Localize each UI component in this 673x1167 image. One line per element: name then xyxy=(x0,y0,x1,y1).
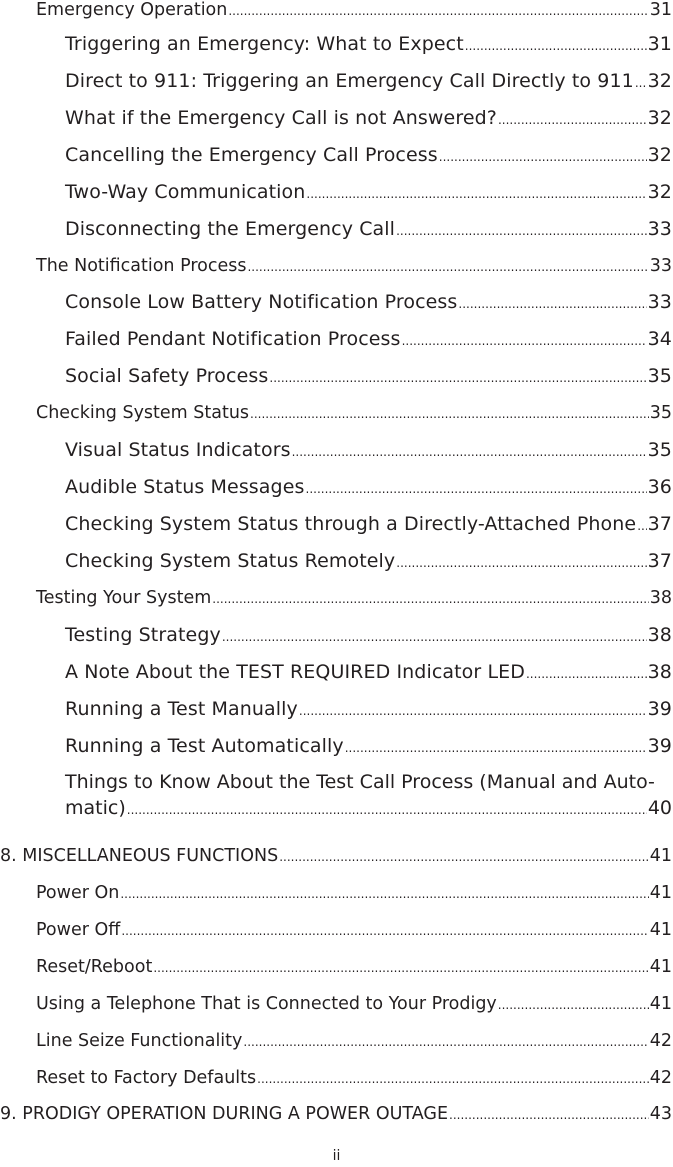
toc-entry[interactable] xyxy=(65,476,672,498)
toc-entry[interactable] xyxy=(65,70,672,92)
toc-leader-dots xyxy=(120,887,648,901)
toc-entry-title: Audible Status Messages xyxy=(65,476,305,498)
toc-entry[interactable] xyxy=(36,403,672,423)
toc-entry[interactable] xyxy=(36,1068,672,1088)
toc-entry-title: Two-Way Communication xyxy=(65,181,306,203)
toc-entry[interactable] xyxy=(65,144,672,166)
toc-entry[interactable] xyxy=(36,256,672,276)
toc-leader-dots xyxy=(127,803,647,817)
toc-leader-dots xyxy=(439,150,647,164)
toc-entry[interactable] xyxy=(65,33,672,55)
toc-leader-dots xyxy=(279,850,649,864)
toc-entry[interactable] xyxy=(65,698,672,720)
toc-leader-dots xyxy=(153,961,648,975)
toc-leader-dots xyxy=(498,113,647,127)
toc-entry-page: 41 xyxy=(649,994,672,1014)
toc-entry[interactable] xyxy=(65,550,672,572)
toc-entry[interactable] xyxy=(65,513,672,535)
toc-entry-page: 35 xyxy=(649,403,672,423)
toc-entry-title: Running a Test Manually xyxy=(65,698,298,720)
toc-entry-title: Testing Strategy xyxy=(65,624,221,646)
toc-entry-page: 33 xyxy=(649,256,672,276)
toc-leader-dots xyxy=(228,4,648,18)
toc-entry-title: 8. MISCELLANEOUS FUNCTIONS xyxy=(0,846,279,866)
toc-entry-title: Running a Test Automatically xyxy=(65,735,344,757)
toc-entry[interactable] xyxy=(65,365,672,387)
toc-entry-title: Cancelling the Emergency Call Process xyxy=(65,144,438,166)
toc-entry-page: 33 xyxy=(647,291,672,313)
toc-leader-dots xyxy=(402,334,647,348)
toc-entry-title: Power Off xyxy=(36,920,121,940)
toc-entry-title: Line Seize Functionality xyxy=(36,1031,243,1051)
toc-entry-title: Visual Status Indicators xyxy=(65,439,291,461)
toc-entry-page: 40 xyxy=(647,797,672,819)
toc-entry[interactable] xyxy=(65,661,672,683)
toc-entry[interactable] xyxy=(65,624,672,646)
toc-entry[interactable] xyxy=(36,994,672,1014)
toc-entry-title: Checking System Status Remotely xyxy=(65,550,396,572)
toc-leader-dots xyxy=(449,1108,649,1122)
toc-entry[interactable] xyxy=(0,1104,672,1124)
toc-entry-page: 33 xyxy=(647,218,672,240)
toc-entry-title: A Note About the TEST REQUIRED Indicator LED xyxy=(65,661,525,683)
toc-entry-page: 39 xyxy=(647,735,672,757)
toc-entry-title: The Notification Process xyxy=(36,256,247,276)
toc-entry[interactable] xyxy=(65,181,672,203)
toc-entry-title: Emergency Operation xyxy=(36,0,228,20)
toc-entry[interactable] xyxy=(36,957,672,977)
toc-leader-dots xyxy=(526,667,647,681)
toc-entry-title: Triggering an Emergency: What to Expect xyxy=(65,33,464,55)
toc-leader-dots xyxy=(299,704,647,718)
toc-entry-title-line2: matic) xyxy=(65,797,126,819)
toc-entry-page: 43 xyxy=(649,1104,672,1124)
toc-entry[interactable] xyxy=(65,218,672,240)
toc-entry-title: 9. PRODIGY OPERATION DURING A POWER OUTAGE xyxy=(0,1104,449,1124)
toc-leader-dots xyxy=(212,592,648,606)
toc-leader-dots xyxy=(292,445,647,459)
toc-entry-page: 31 xyxy=(649,0,672,20)
toc-entry-title: Reset to Factory Defaults xyxy=(36,1068,257,1088)
toc-entry[interactable] xyxy=(36,588,672,608)
toc-entry-title: Using a Telephone That is Connected to Your Prodigy xyxy=(36,994,497,1014)
toc-leader-dots xyxy=(396,556,646,570)
toc-leader-dots xyxy=(498,998,649,1012)
toc-entry-title: Console Low Battery Notification Process xyxy=(65,291,458,313)
toc-entry[interactable] xyxy=(36,0,672,20)
toc-entry-page: 41 xyxy=(649,957,672,977)
toc-entry-page: 41 xyxy=(649,883,672,903)
toc-entry-page: 32 xyxy=(647,144,672,166)
toc-entry[interactable] xyxy=(65,107,672,129)
toc-entry-page: 41 xyxy=(649,920,672,940)
toc-leader-dots xyxy=(222,630,647,644)
toc-entry-page: 37 xyxy=(647,550,672,572)
toc-entry-page: 35 xyxy=(647,365,672,387)
toc-entry[interactable] xyxy=(65,328,672,350)
toc-leader-dots xyxy=(396,224,647,238)
toc-leader-dots xyxy=(458,297,646,311)
toc-entry-page: 32 xyxy=(647,107,672,129)
toc-entry-title: Social Safety Process xyxy=(65,365,269,387)
toc-entry[interactable] xyxy=(0,846,672,866)
toc-leader-dots xyxy=(345,741,647,755)
toc-entry-title: Power On xyxy=(36,883,120,903)
toc-entry-title: Reset/Reboot xyxy=(36,957,153,977)
toc-entry-title: Checking System Status through a Directly-Attached Phone xyxy=(65,513,637,535)
toc-leader-dots xyxy=(121,924,648,938)
toc-entry-title: What if the Emergency Call is not Answered? xyxy=(65,107,497,129)
toc-leader-dots xyxy=(635,76,647,90)
toc-leader-dots xyxy=(257,1072,649,1086)
toc-entry-page: 32 xyxy=(647,181,672,203)
toc-entry-page: 34 xyxy=(647,328,672,350)
toc-entry-title: Checking System Status xyxy=(36,403,250,423)
toc-leader-dots xyxy=(269,371,646,385)
page-number: ii xyxy=(332,1148,341,1164)
toc-entry-page: 42 xyxy=(649,1068,672,1088)
toc-entry-page: 38 xyxy=(647,661,672,683)
toc-leader-dots xyxy=(247,260,648,274)
toc-entry-wrapped[interactable] xyxy=(65,771,672,819)
toc-entry-page: 37 xyxy=(647,513,672,535)
toc-leader-dots xyxy=(465,39,647,53)
toc-entry-title: Testing Your System xyxy=(36,588,212,608)
toc-entry[interactable] xyxy=(36,883,672,903)
toc-leader-dots xyxy=(243,1035,648,1049)
toc-entry-title-line2-row xyxy=(65,797,672,819)
toc-entry-title-line1: Things to Know About the Test Call Process (Manual and Auto- xyxy=(65,771,655,793)
toc-entry-page: 36 xyxy=(647,476,672,498)
toc-entry-page: 39 xyxy=(647,698,672,720)
toc-entry-page: 31 xyxy=(647,33,672,55)
toc-entry-page: 42 xyxy=(649,1031,672,1051)
toc-entry-page: 38 xyxy=(649,588,672,608)
toc-leader-dots xyxy=(637,519,646,533)
toc-entry[interactable] xyxy=(36,1031,672,1051)
toc-entry-title: Direct to 911: Triggering an Emergency Call Directly to 911 xyxy=(65,70,634,92)
toc-entry-page: 32 xyxy=(647,70,672,92)
toc-entry[interactable] xyxy=(36,920,672,940)
toc-leader-dots xyxy=(306,482,647,496)
toc-entry-page: 35 xyxy=(647,439,672,461)
toc-entry[interactable] xyxy=(65,735,672,757)
toc-entry-title: Disconnecting the Emergency Call xyxy=(65,218,396,240)
toc-entry-title: Failed Pendant Notification Process xyxy=(65,328,401,350)
toc-entry[interactable] xyxy=(65,291,672,313)
toc-entry-page: 38 xyxy=(647,624,672,646)
toc-leader-dots xyxy=(306,187,646,201)
toc-entry[interactable] xyxy=(65,439,672,461)
toc-entry-page: 41 xyxy=(649,846,672,866)
toc-leader-dots xyxy=(250,407,649,421)
